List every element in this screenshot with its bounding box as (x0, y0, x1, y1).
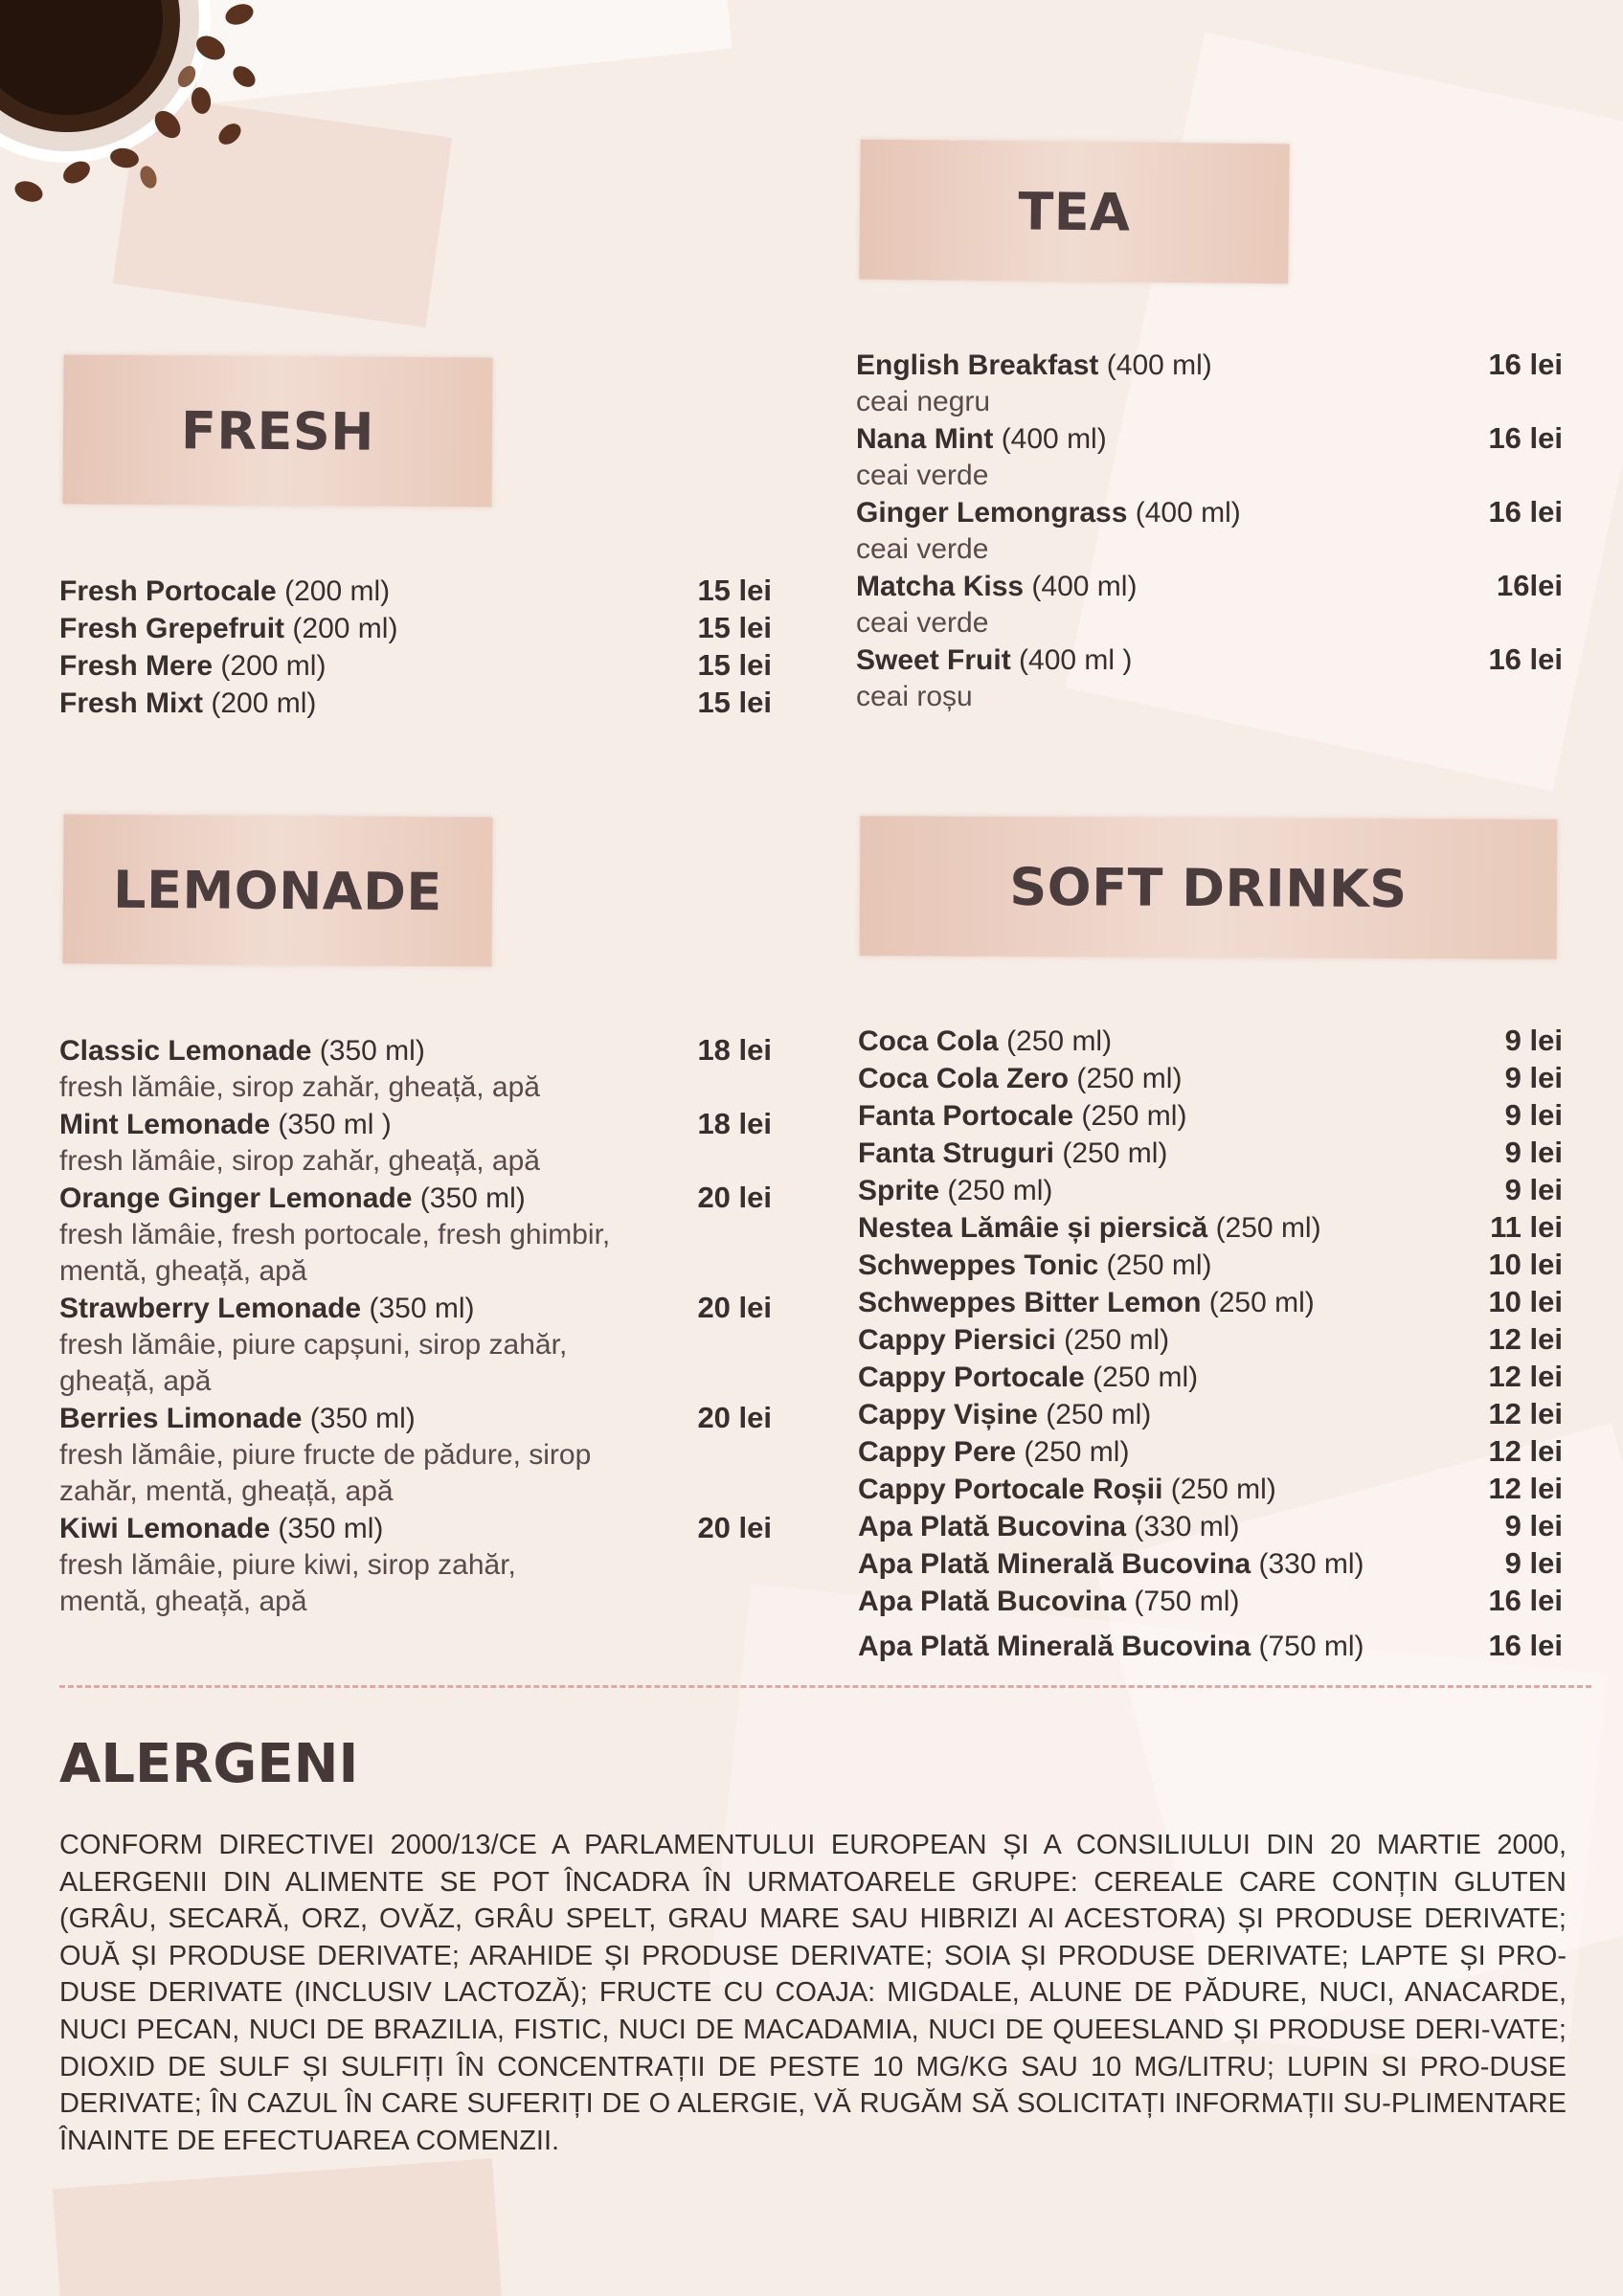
item-volume: (250 ml) (1024, 1436, 1130, 1468)
item-price: 12 lei (1488, 1434, 1563, 1468)
item-volume: (350 ml) (419, 1182, 526, 1214)
item-name: Fanta Struguri (858, 1137, 1055, 1169)
menu-item (858, 1359, 1563, 1396)
soft-drinks-banner (860, 816, 1558, 959)
item-price: 11 lei (1490, 1210, 1563, 1244)
item-description: ceai roșu (856, 681, 973, 712)
item-volume: (400 ml ) (1019, 644, 1133, 676)
item-volume: (400 ml) (1031, 571, 1138, 602)
menu-item (59, 685, 772, 722)
menu-item (858, 1284, 1563, 1321)
item-name: Fresh Mere (59, 650, 214, 682)
menu-item-text (59, 1291, 474, 1327)
menu-item-text (858, 1098, 1186, 1135)
item-price: 10 lei (1488, 1285, 1563, 1318)
item-name: Kiwi Lemonade (59, 1513, 271, 1544)
tea-banner (859, 140, 1290, 284)
item-name: Cappy Piersici (858, 1324, 1056, 1356)
item-volume: (250 ml) (1064, 1324, 1170, 1356)
menu-item (858, 1545, 1563, 1583)
item-price: 16 lei (1488, 1629, 1563, 1662)
item-name: Coca Cola Zero (858, 1063, 1070, 1094)
menu-item-text (858, 1360, 1198, 1396)
menu-item-text (858, 1509, 1239, 1545)
menu-item (858, 1060, 1563, 1097)
menu-item (858, 1172, 1563, 1209)
item-price: 16 lei (1488, 495, 1563, 529)
lemonade-banner (62, 814, 492, 966)
item-price: 9 lei (1504, 1098, 1563, 1132)
item-name: Ginger Lemongrass (856, 497, 1128, 529)
item-name: Fresh Portocale (59, 575, 277, 607)
menu-item-text (856, 642, 1132, 679)
menu-item-text (59, 1107, 392, 1143)
item-name: Classic Lemonade (59, 1035, 312, 1067)
menu-item-text (59, 1181, 526, 1217)
item-name: Fanta Portocale (858, 1100, 1074, 1132)
item-price: 10 lei (1488, 1248, 1563, 1281)
item-description: gheață, apă (59, 1365, 212, 1397)
item-name: Strawberry Lemonade (59, 1293, 362, 1324)
menu-item-text (59, 686, 316, 722)
item-volume: (250 ml) (1215, 1212, 1321, 1244)
menu-item (858, 1508, 1563, 1545)
menu-item (858, 1135, 1563, 1172)
item-name: Sweet Fruit (856, 644, 1011, 676)
item-price: 12 lei (1488, 1472, 1563, 1505)
item-price: 20 lei (697, 1181, 772, 1214)
item-volume: (350 ml) (369, 1293, 475, 1324)
menu-item (858, 1628, 1563, 1665)
lemonade-title: LEMONADE (112, 859, 443, 922)
menu-item-text (59, 1511, 383, 1547)
item-name: Cappy Vișine (858, 1399, 1038, 1430)
item-price: 16 lei (1488, 1584, 1563, 1617)
item-price: 15 lei (697, 686, 772, 719)
item-price: 20 lei (697, 1511, 772, 1544)
menu-item-text (858, 1546, 1364, 1583)
soft-drinks-list (858, 1023, 1563, 1665)
item-volume: (250 ml) (1062, 1137, 1168, 1169)
menu-item (59, 610, 772, 647)
item-price: 20 lei (697, 1401, 772, 1434)
item-volume: (200 ml) (292, 613, 398, 644)
menu-item-text (858, 1024, 1112, 1060)
item-description: zahăr, mentă, gheață, apă (59, 1475, 394, 1507)
item-name: Nestea Lămâie și piersică (858, 1212, 1208, 1244)
item-description: fresh lămâie, piure kiwi, sirop zahăr, (59, 1549, 516, 1581)
menu-item (858, 1471, 1563, 1508)
item-volume: (350 ml) (309, 1403, 416, 1434)
menu-item (856, 420, 1563, 458)
item-description: fresh lămâie, sirop zahăr, gheață, apă (59, 1071, 540, 1103)
menu-item (858, 1247, 1563, 1284)
item-volume: (330 ml) (1134, 1511, 1240, 1542)
item-name: Orange Ginger Lemonade (59, 1182, 413, 1214)
menu-item-text (856, 348, 1212, 384)
menu-item-text (858, 1136, 1167, 1172)
item-volume: (250 ml) (1170, 1474, 1276, 1505)
item-volume: (350 ml) (319, 1035, 425, 1067)
menu-item-text (856, 569, 1137, 605)
menu-item-text (856, 495, 1241, 531)
menu-item-text (858, 1322, 1169, 1359)
menu-item-text (858, 1173, 1052, 1209)
menu-item-text (59, 1401, 416, 1437)
section-divider (59, 1685, 1591, 1688)
item-description: mentă, gheață, apă (59, 1586, 307, 1617)
coffee-cup-illustration (0, 0, 268, 230)
item-name: Nana Mint (856, 423, 994, 455)
menu-item (59, 1290, 772, 1327)
item-description: fresh lămâie, piure fructe de pădure, sirop (59, 1439, 592, 1471)
menu-item (858, 1433, 1563, 1471)
item-volume: (250 ml) (1046, 1399, 1152, 1430)
item-name: English Breakfast (856, 349, 1099, 381)
item-volume: (400 ml) (1106, 349, 1212, 381)
menu-item (858, 1023, 1563, 1060)
item-description: fresh lămâie, piure capșuni, sirop zahăr, (59, 1329, 568, 1361)
item-price: 9 lei (1504, 1061, 1563, 1094)
fresh-title: FRESH (180, 399, 375, 462)
item-price: 9 lei (1504, 1173, 1563, 1206)
item-name: Matcha Kiss (856, 571, 1025, 602)
item-volume: (750 ml) (1134, 1586, 1240, 1617)
item-description: mentă, gheață, apă (59, 1255, 307, 1287)
menu-item (59, 1106, 772, 1143)
item-price: 16 lei (1488, 421, 1563, 455)
item-name: Cappy Pere (858, 1436, 1017, 1468)
item-price: 12 lei (1488, 1322, 1563, 1356)
menu-item-text (858, 1584, 1239, 1620)
item-name: Apa Plată Bucovina (858, 1586, 1127, 1617)
item-volume: (250 ml) (1093, 1362, 1199, 1393)
menu-item-text (858, 1472, 1276, 1508)
bg-shape (187, 0, 732, 104)
menu-item (858, 1097, 1563, 1135)
item-name: Sprite (858, 1175, 940, 1206)
menu-item (858, 1396, 1563, 1433)
item-volume: (250 ml) (1076, 1063, 1183, 1094)
menu-item (856, 642, 1563, 679)
item-name: Apa Plată Minerală Bucovina (858, 1548, 1251, 1580)
menu-item-text (858, 1629, 1364, 1665)
item-name: Berries Limonade (59, 1403, 303, 1434)
tea-title: TEA (1018, 180, 1131, 243)
menu-item (59, 1400, 772, 1437)
item-volume: (250 ml) (1006, 1025, 1113, 1057)
item-volume: (250 ml) (1208, 1287, 1315, 1318)
item-price: 18 lei (697, 1107, 772, 1140)
menu-item (59, 1032, 772, 1069)
item-name: Schweppes Bitter Lemon (858, 1287, 1202, 1318)
item-price: 9 lei (1504, 1136, 1563, 1169)
item-volume: (350 ml ) (278, 1109, 392, 1140)
bg-shape (53, 2158, 503, 2296)
item-name: Coca Cola (858, 1025, 999, 1057)
menu-item (856, 494, 1563, 531)
item-volume: (250 ml) (947, 1175, 1053, 1206)
menu-item-text (858, 1248, 1212, 1284)
item-volume: (400 ml) (1135, 497, 1241, 529)
item-price: 16 lei (1488, 348, 1563, 381)
item-description: ceai verde (856, 533, 989, 565)
item-price: 18 lei (697, 1033, 772, 1067)
item-volume: (250 ml) (1106, 1249, 1212, 1281)
allergens-text: CONFORM DIRECTIVEI 2000/13/CE A PARLAMENTULUI EUROPEAN ȘI A CONSILIULUI DIN 20 MARTIE 2000, ALERGENII DIN ALIMENTE SE POT ÎNCADRA ÎN URMATOARELE GRUPE: CEREALE CARE CONȚIN GLUTEN (GRÂU, SECARĂ, ORZ, OVĂZ, GRÂU SPELT, GRAU MARE SAU HIBRIZI AI ACESTORA) ȘI PRODUSE DERIVATE; OUĂ ȘI PRODUSE DERIVATE; ARAHIDE ȘI PRODUSE DERIVATE; SOIA ȘI PRODUSE DERIVATE; LAPTE ȘI PRO-DUSE DERIVATE (INCLUSIV LACTOZĂ); FRUCTE CU COAJA: MIGDALE, ALUNE DE PĂDURE, NUCI, ANACARDE, NUCI PECAN, NUCI DE BRAZILIA, FISTIC, NUCI DE MACADAMIA, NUCI DE QUEESLAND ȘI PRODUSE DERI-VATE; DIOXID DE SULF ȘI SULFIȚI ÎN CONCENTRAȚII DE PESTE 10 MG/KG SAU 10 MG/LITRU; LUPIN SI PRO-DUSE DERIVATE; ÎN CAZUL ÎN CARE SUFERIȚI DE O ALERGIE, VĂ RUGĂM SĂ SOLICITAȚI INFORMAȚII SU-PLIMENTARE ÎNAINTE DE EFECTUAREA COMENZII. (59, 1830, 1567, 2156)
menu-item-text (59, 611, 397, 647)
item-price: 9 lei (1504, 1509, 1563, 1542)
item-price: 20 lei (697, 1291, 772, 1324)
item-price: 16lei (1497, 569, 1563, 602)
fresh-banner (62, 354, 492, 506)
item-price: 15 lei (697, 574, 772, 607)
item-name: Mint Lemonade (59, 1109, 271, 1140)
item-description: ceai negru (856, 386, 991, 417)
menu-item (59, 1510, 772, 1547)
item-volume: (200 ml) (284, 575, 391, 607)
fresh-list (59, 573, 772, 722)
menu-item (59, 647, 772, 685)
item-price: 9 lei (1504, 1546, 1563, 1580)
item-description: ceai verde (856, 607, 989, 639)
menu-item-text (858, 1285, 1315, 1321)
item-volume: (350 ml) (278, 1513, 384, 1544)
item-volume: (330 ml) (1258, 1548, 1364, 1580)
item-price: 12 lei (1488, 1397, 1563, 1430)
menu-item-text (59, 574, 390, 610)
item-price: 9 lei (1504, 1024, 1563, 1057)
allergens-title: ALERGENI (59, 1733, 359, 1795)
menu-item-text (856, 421, 1107, 458)
soft-drinks-title: SOFT DRINKS (1009, 856, 1408, 919)
item-volume: (200 ml) (211, 687, 317, 719)
menu-item (59, 573, 772, 610)
item-volume: (400 ml) (1001, 423, 1107, 455)
item-description: fresh lămâie, fresh portocale, fresh ghimbir, (59, 1219, 611, 1250)
item-description: fresh lămâie, sirop zahăr, gheață, apă (59, 1145, 540, 1177)
menu-item (858, 1583, 1563, 1620)
item-name: Fresh Mixt (59, 687, 204, 719)
item-name: Fresh Grepefruit (59, 613, 285, 644)
item-price: 15 lei (697, 648, 772, 682)
item-volume: (750 ml) (1258, 1631, 1364, 1662)
item-price: 12 lei (1488, 1360, 1563, 1393)
menu-item-text (858, 1061, 1182, 1097)
item-volume: (250 ml) (1081, 1100, 1187, 1132)
item-name: Apa Plată Bucovina (858, 1511, 1127, 1542)
item-name: Schweppes Tonic (858, 1249, 1099, 1281)
item-price: 15 lei (697, 611, 772, 644)
menu-item (856, 568, 1563, 605)
menu-item (59, 1180, 772, 1217)
item-description: ceai verde (856, 460, 989, 491)
tea-list (856, 347, 1563, 715)
item-name: Cappy Portocale (858, 1362, 1085, 1393)
lemonade-list (59, 1032, 772, 1620)
menu-item-text (858, 1434, 1129, 1471)
item-name: Apa Plată Minerală Bucovina (858, 1631, 1251, 1662)
menu-item (858, 1321, 1563, 1359)
menu-item-text (858, 1397, 1151, 1433)
menu-item (858, 1209, 1563, 1247)
item-name: Cappy Portocale Roșii (858, 1474, 1163, 1505)
menu-item-text (858, 1210, 1321, 1247)
menu-item-text (59, 648, 326, 685)
item-volume: (200 ml) (220, 650, 327, 682)
item-price: 16 lei (1488, 642, 1563, 676)
menu-item (856, 347, 1563, 384)
menu-item-text (59, 1033, 425, 1069)
